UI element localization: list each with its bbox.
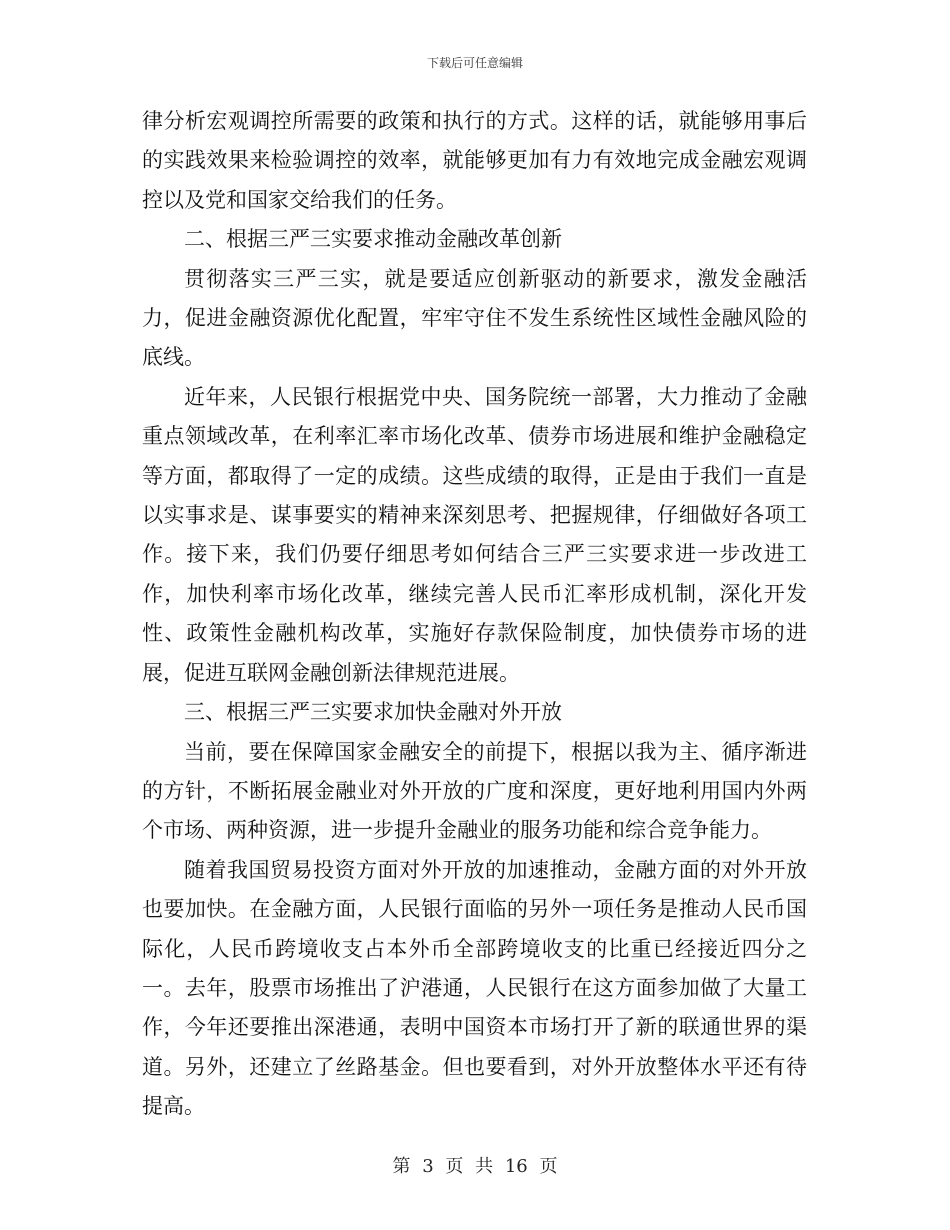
paragraph-continuation: 律分析宏观调控所需要的政策和执行的方式。这样的话，就能够用事后的实践效果来检验调控的效率，就能够更加有力有效地完成金融宏观调控以及党和国家交给我们的任务。 — [142, 109, 807, 212]
section-heading-three: 三、根据三严三实要求加快金融对外开放 — [184, 700, 562, 725]
paragraph: 近年来，人民银行根据党中央、国务院统一部署，大力推动了金融重点领域改革，在利率汇率市场化改革、债券市场进展和维护金融稳定等方面，都取得了一定的成绩。这些成绩的取得，正是由于我们一直是以实事求是、谋事要实的精神来深刻思考、把握规律，仔细做好各项工作。接下来，我们仍要仔细思考如何结合三严三实要求进一步改进工作，加快利率市场化改革，继续完善人民币汇率形成机制，深化开发性、政策性金融机构改革，实施好存款保险制度，加快债券市场的进展，促进互联网金融创新法律规范进展。 — [142, 384, 807, 685]
document-body — [142, 102, 807, 1127]
paragraph: 当前，要在保障国家金融安全的前提下，根据以我为主、循序渐进的方针，不断拓展金融业对外开放的广度和深度，更好地利用国内外两个市场、两种资源，进一步提升金融业的服务功能和综合竞争能力。 — [142, 739, 807, 843]
paragraph: 随着我国贸易投资方面对外开放的加速推动，金融方面的对外开放也要加快。在金融方面，人民银行面临的另外一项任务是推动人民币国际化，人民币跨境收支占本外币全部跨境收支的比重已经接近四分之一。去年，股票市场推出了沪港通，人民银行在这方面参加做了大量工作，今年还要推出深港通，表明中国资本市场打开了新的联通世界的渠道。另外，还建立了丝路基金。但也要看到，对外开放整体水平还有待提高。 — [142, 857, 807, 1119]
page-number-footer: 第 3 页 共 16 页 — [392, 1156, 558, 1177]
page-header-note: 下载后可任意编辑 — [426, 56, 523, 70]
paragraph: 贯彻落实三严三实，就是要适应创新驱动的新要求，激发金融活力，促进金融资源优化配置，牢牢守住不发生系统性区域性金融风险的底线。 — [142, 266, 807, 370]
section-heading-two: 二、根据三严三实要求推动金融改革创新 — [184, 227, 562, 252]
